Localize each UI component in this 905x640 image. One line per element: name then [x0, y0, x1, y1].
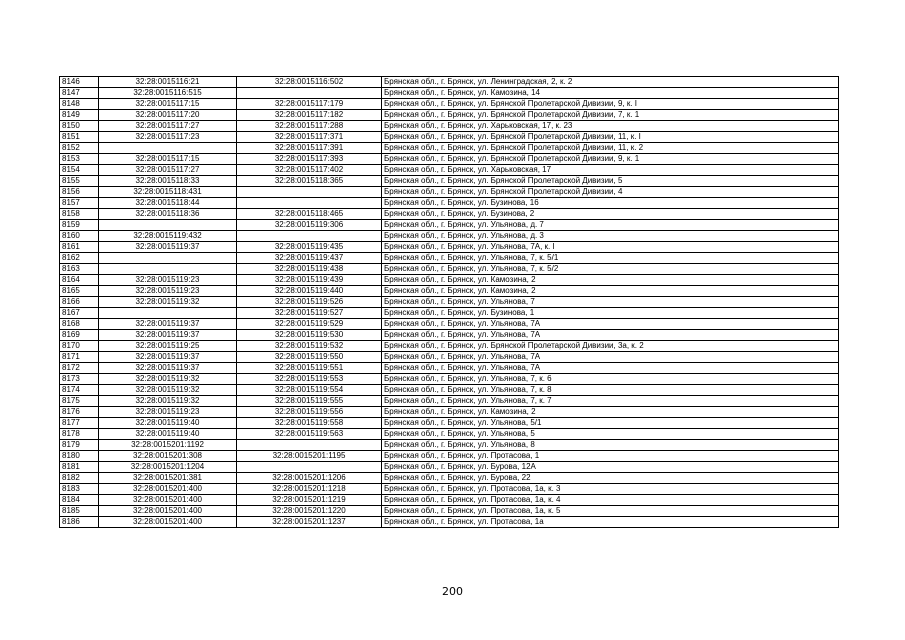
address-cell: Брянская обл., г. Брянск, ул. Ульянова, д. 7 — [382, 220, 839, 231]
parcel-number-cell: 32:28:0015201:1192 — [99, 440, 237, 451]
parcel-number-cell: 32:28:0015117:27 — [99, 165, 237, 176]
address-cell: Брянская обл., г. Брянск, ул. Ульянова, 8 — [382, 440, 839, 451]
parcel-number-cell: 32:28:0015201:400 — [99, 484, 237, 495]
table-row — [60, 275, 839, 286]
row-number-cell: 8156 — [60, 187, 99, 198]
table-row — [60, 242, 839, 253]
table-row — [60, 187, 839, 198]
object-number-cell: 32:28:0015201:1218 — [237, 484, 382, 495]
object-number-cell: 32:28:0015201:1219 — [237, 495, 382, 506]
parcel-number-cell: 32:28:0015117:15 — [99, 99, 237, 110]
address-cell: Брянская обл., г. Брянск, ул. Ульянова, 7, к. 5/2 — [382, 264, 839, 275]
row-number-cell: 8157 — [60, 198, 99, 209]
table-row — [60, 99, 839, 110]
page-number: 200 — [442, 585, 463, 598]
row-number-cell: 8177 — [60, 418, 99, 429]
row-number-cell: 8151 — [60, 132, 99, 143]
row-number-cell: 8186 — [60, 517, 99, 528]
parcel-number-cell: 32:28:0015119:23 — [99, 275, 237, 286]
parcel-number-cell: 32:28:0015119:37 — [99, 330, 237, 341]
object-number-cell: 32:28:0015117:288 — [237, 121, 382, 132]
address-cell: Брянская обл., г. Брянск, ул. Протасова, 1а, к. 5 — [382, 506, 839, 517]
row-number-cell: 8182 — [60, 473, 99, 484]
row-number-cell: 8149 — [60, 110, 99, 121]
table-row — [60, 319, 839, 330]
row-number-cell: 8169 — [60, 330, 99, 341]
table-row — [60, 330, 839, 341]
address-cell: Брянская обл., г. Брянск, ул. Ульянова, 7А — [382, 330, 839, 341]
parcel-number-cell — [99, 220, 237, 231]
address-cell: Брянская обл., г. Брянск, ул. Ульянова, 7А, к. I — [382, 242, 839, 253]
object-number-cell — [237, 462, 382, 473]
object-number-cell — [237, 440, 382, 451]
parcel-number-cell: 32:28:0015119:432 — [99, 231, 237, 242]
address-cell: Брянская обл., г. Брянск, ул. Ульянова, 7, к. 7 — [382, 396, 839, 407]
table-row — [60, 220, 839, 231]
object-number-cell — [237, 187, 382, 198]
address-cell: Брянская обл., г. Брянск, ул. Брянской Пролетарской Дивизии, 3а, к. 2 — [382, 341, 839, 352]
address-cell: Брянская обл., г. Брянск, ул. Ульянова, 7А — [382, 319, 839, 330]
parcel-number-cell: 32:28:0015119:23 — [99, 286, 237, 297]
table-row — [60, 396, 839, 407]
row-number-cell: 8161 — [60, 242, 99, 253]
table-row — [60, 176, 839, 187]
parcel-number-cell: 32:28:0015117:27 — [99, 121, 237, 132]
row-number-cell: 8152 — [60, 143, 99, 154]
row-number-cell: 8181 — [60, 462, 99, 473]
parcel-number-cell: 32:28:0015119:40 — [99, 418, 237, 429]
parcel-number-cell: 32:28:0015119:32 — [99, 396, 237, 407]
row-number-cell: 8171 — [60, 352, 99, 363]
row-number-cell: 8153 — [60, 154, 99, 165]
parcel-number-cell: 32:28:0015117:23 — [99, 132, 237, 143]
object-number-cell: 32:28:0015119:306 — [237, 220, 382, 231]
row-number-cell: 8184 — [60, 495, 99, 506]
table-row — [60, 154, 839, 165]
parcel-number-cell: 32:28:0015118:44 — [99, 198, 237, 209]
parcel-number-cell: 32:28:0015201:400 — [99, 495, 237, 506]
row-number-cell: 8159 — [60, 220, 99, 231]
table-row — [60, 506, 839, 517]
address-cell: Брянская обл., г. Брянск, ул. Камозина, 2 — [382, 286, 839, 297]
address-cell: Брянская обл., г. Брянск, ул. Бурова, 22 — [382, 473, 839, 484]
object-number-cell: 32:28:0015119:553 — [237, 374, 382, 385]
parcel-number-cell: 32:28:0015119:37 — [99, 363, 237, 374]
table-row — [60, 286, 839, 297]
row-number-cell: 8174 — [60, 385, 99, 396]
row-number-cell: 8155 — [60, 176, 99, 187]
address-cell: Брянская обл., г. Брянск, ул. Ленинградская, 2, к. 2 — [382, 77, 839, 88]
row-number-cell: 8148 — [60, 99, 99, 110]
table-row — [60, 385, 839, 396]
table-row — [60, 253, 839, 264]
address-cell: Брянская обл., г. Брянск, ул. Камозина, 2 — [382, 407, 839, 418]
address-cell: Брянская обл., г. Брянск, ул. Ульянова, 5 — [382, 429, 839, 440]
table-row — [60, 110, 839, 121]
address-cell: Брянская обл., г. Брянск, ул. Бузинова, 1 — [382, 308, 839, 319]
row-number-cell: 8178 — [60, 429, 99, 440]
object-number-cell: 32:28:0015119:435 — [237, 242, 382, 253]
address-cell: Брянская обл., г. Брянск, ул. Харьковская, 17, к. 23 — [382, 121, 839, 132]
parcel-number-cell: 32:28:0015116:21 — [99, 77, 237, 88]
object-number-cell: 32:28:0015119:554 — [237, 385, 382, 396]
address-cell: Брянская обл., г. Брянск, ул. Ульянова, д. 3 — [382, 231, 839, 242]
address-cell: Брянская обл., г. Брянск, ул. Бурова, 12А — [382, 462, 839, 473]
object-number-cell: 32:28:0015118:465 — [237, 209, 382, 220]
object-number-cell: 32:28:0015118:365 — [237, 176, 382, 187]
parcel-number-cell: 32:28:0015118:33 — [99, 176, 237, 187]
object-number-cell: 32:28:0015119:550 — [237, 352, 382, 363]
parcel-number-cell: 32:28:0015119:40 — [99, 429, 237, 440]
address-cell: Брянская обл., г. Брянск, ул. Харьковская, 17 — [382, 165, 839, 176]
object-number-cell: 32:28:0015201:1195 — [237, 451, 382, 462]
object-number-cell: 32:28:0015119:532 — [237, 341, 382, 352]
address-cell: Брянская обл., г. Брянск, ул. Брянской Пролетарской Дивизии, 9, к. 1 — [382, 154, 839, 165]
row-number-cell: 8170 — [60, 341, 99, 352]
object-number-cell: 32:28:0015201:1206 — [237, 473, 382, 484]
address-cell: Брянская обл., г. Брянск, ул. Протасова, 1а, к. 3 — [382, 484, 839, 495]
row-number-cell: 8168 — [60, 319, 99, 330]
row-number-cell: 8154 — [60, 165, 99, 176]
address-cell: Брянская обл., г. Брянск, ул. Брянской Пролетарской Дивизии, 4 — [382, 187, 839, 198]
object-number-cell: 32:28:0015119:440 — [237, 286, 382, 297]
object-number-cell: 32:28:0015117:182 — [237, 110, 382, 121]
parcel-number-cell: 32:28:0015116:515 — [99, 88, 237, 99]
address-cell: Брянская обл., г. Брянск, ул. Ульянова, 7, к. 6 — [382, 374, 839, 385]
parcel-number-cell — [99, 264, 237, 275]
table-row — [60, 297, 839, 308]
address-cell: Брянская обл., г. Брянск, ул. Брянской Пролетарской Дивизии, 9, к. I — [382, 99, 839, 110]
parcel-number-cell: 32:28:0015119:32 — [99, 297, 237, 308]
object-number-cell: 32:28:0015201:1220 — [237, 506, 382, 517]
address-cell: Брянская обл., г. Брянск, ул. Протасова, 1а, к. 4 — [382, 495, 839, 506]
table-row — [60, 209, 839, 220]
row-number-cell: 8147 — [60, 88, 99, 99]
address-cell: Брянская обл., г. Брянск, ул. Протасова, 1 — [382, 451, 839, 462]
address-cell: Брянская обл., г. Брянск, ул. Бузинова, 2 — [382, 209, 839, 220]
address-cell: Брянская обл., г. Брянск, ул. Ульянова, 5/1 — [382, 418, 839, 429]
table-row — [60, 132, 839, 143]
object-number-cell — [237, 231, 382, 242]
table-row — [60, 440, 839, 451]
object-number-cell: 32:28:0015119:551 — [237, 363, 382, 374]
table-row — [60, 462, 839, 473]
parcel-number-cell: 32:28:0015119:37 — [99, 242, 237, 253]
object-number-cell: 32:28:0015119:527 — [237, 308, 382, 319]
address-cell: Брянская обл., г. Брянск, ул. Брянской Пролетарской Дивизии, 11, к. I — [382, 132, 839, 143]
address-cell: Брянская обл., г. Брянск, ул. Ульянова, 7, к. 5/1 — [382, 253, 839, 264]
object-number-cell: 32:28:0015117:391 — [237, 143, 382, 154]
table-row — [60, 198, 839, 209]
row-number-cell: 8175 — [60, 396, 99, 407]
address-cell: Брянская обл., г. Брянск, ул. Ульянова, 7А — [382, 352, 839, 363]
table-row — [60, 495, 839, 506]
address-cell: Брянская обл., г. Брянск, ул. Брянской Пролетарской Дивизии, 5 — [382, 176, 839, 187]
object-number-cell: 32:28:0015119:529 — [237, 319, 382, 330]
row-number-cell: 8185 — [60, 506, 99, 517]
object-number-cell: 32:28:0015201:1237 — [237, 517, 382, 528]
table-row — [60, 484, 839, 495]
row-number-cell: 8158 — [60, 209, 99, 220]
object-number-cell: 32:28:0015117:179 — [237, 99, 382, 110]
object-number-cell — [237, 198, 382, 209]
object-number-cell: 32:28:0015119:556 — [237, 407, 382, 418]
table-row — [60, 473, 839, 484]
parcel-number-cell: 32:28:0015119:37 — [99, 319, 237, 330]
row-number-cell: 8176 — [60, 407, 99, 418]
parcel-number-cell: 32:28:0015118:431 — [99, 187, 237, 198]
row-number-cell: 8165 — [60, 286, 99, 297]
parcel-number-cell — [99, 308, 237, 319]
object-number-cell — [237, 88, 382, 99]
object-number-cell: 32:28:0015119:563 — [237, 429, 382, 440]
parcel-number-cell — [99, 253, 237, 264]
table-row — [60, 143, 839, 154]
address-cell: Брянская обл., г. Брянск, ул. Ульянова, 7А — [382, 363, 839, 374]
parcel-number-cell — [99, 143, 237, 154]
table-row — [60, 308, 839, 319]
parcel-number-cell: 32:28:0015119:37 — [99, 352, 237, 363]
row-number-cell: 8183 — [60, 484, 99, 495]
parcel-number-cell: 32:28:0015201:381 — [99, 473, 237, 484]
object-number-cell: 32:28:0015117:393 — [237, 154, 382, 165]
address-cell: Брянская обл., г. Брянск, ул. Ульянова, 7 — [382, 297, 839, 308]
address-cell: Брянская обл., г. Брянск, ул. Камозина, 14 — [382, 88, 839, 99]
cadastral-table — [59, 76, 839, 528]
address-cell: Брянская обл., г. Брянск, ул. Камозина, 2 — [382, 275, 839, 286]
table-row — [60, 407, 839, 418]
table-row — [60, 121, 839, 132]
row-number-cell: 8150 — [60, 121, 99, 132]
table-row — [60, 352, 839, 363]
object-number-cell: 32:28:0015119:437 — [237, 253, 382, 264]
object-number-cell: 32:28:0015119:530 — [237, 330, 382, 341]
row-number-cell: 8173 — [60, 374, 99, 385]
row-number-cell: 8162 — [60, 253, 99, 264]
row-number-cell: 8167 — [60, 308, 99, 319]
table-row — [60, 363, 839, 374]
table-row — [60, 88, 839, 99]
object-number-cell: 32:28:0015117:371 — [237, 132, 382, 143]
row-number-cell: 8164 — [60, 275, 99, 286]
object-number-cell: 32:28:0015117:402 — [237, 165, 382, 176]
table-row — [60, 418, 839, 429]
address-cell: Брянская обл., г. Брянск, ул. Бузинова, 16 — [382, 198, 839, 209]
parcel-number-cell: 32:28:0015119:32 — [99, 385, 237, 396]
table-row — [60, 451, 839, 462]
address-cell: Брянская обл., г. Брянск, ул. Ульянова, 7, к. 8 — [382, 385, 839, 396]
parcel-number-cell: 32:28:0015119:32 — [99, 374, 237, 385]
parcel-number-cell: 32:28:0015201:400 — [99, 517, 237, 528]
parcel-number-cell: 32:28:0015201:400 — [99, 506, 237, 517]
parcel-number-cell: 32:28:0015118:36 — [99, 209, 237, 220]
parcel-number-cell: 32:28:0015119:23 — [99, 407, 237, 418]
table-body — [60, 77, 839, 528]
object-number-cell: 32:28:0015119:558 — [237, 418, 382, 429]
row-number-cell: 8172 — [60, 363, 99, 374]
row-number-cell: 8146 — [60, 77, 99, 88]
row-number-cell: 8166 — [60, 297, 99, 308]
parcel-number-cell: 32:28:0015201:1204 — [99, 462, 237, 473]
parcel-number-cell: 32:28:0015117:15 — [99, 154, 237, 165]
parcel-number-cell: 32:28:0015119:25 — [99, 341, 237, 352]
row-number-cell: 8180 — [60, 451, 99, 462]
object-number-cell: 32:28:0015119:526 — [237, 297, 382, 308]
table-row — [60, 374, 839, 385]
row-number-cell: 8179 — [60, 440, 99, 451]
object-number-cell: 32:28:0015119:555 — [237, 396, 382, 407]
table-row — [60, 429, 839, 440]
address-cell: Брянская обл., г. Брянск, ул. Протасова, 1а — [382, 517, 839, 528]
object-number-cell: 32:28:0015119:439 — [237, 275, 382, 286]
parcel-number-cell: 32:28:0015117:20 — [99, 110, 237, 121]
address-cell: Брянская обл., г. Брянск, ул. Брянской Пролетарской Дивизии, 7, к. 1 — [382, 110, 839, 121]
table-row — [60, 77, 839, 88]
row-number-cell: 8160 — [60, 231, 99, 242]
address-cell: Брянская обл., г. Брянск, ул. Брянской Пролетарской Дивизии, 11, к. 2 — [382, 143, 839, 154]
row-number-cell: 8163 — [60, 264, 99, 275]
table-row — [60, 165, 839, 176]
object-number-cell: 32:28:0015119:438 — [237, 264, 382, 275]
table-row — [60, 517, 839, 528]
parcel-number-cell: 32:28:0015201:308 — [99, 451, 237, 462]
table-row — [60, 231, 839, 242]
object-number-cell: 32:28:0015116:502 — [237, 77, 382, 88]
table-row — [60, 341, 839, 352]
table-row — [60, 264, 839, 275]
